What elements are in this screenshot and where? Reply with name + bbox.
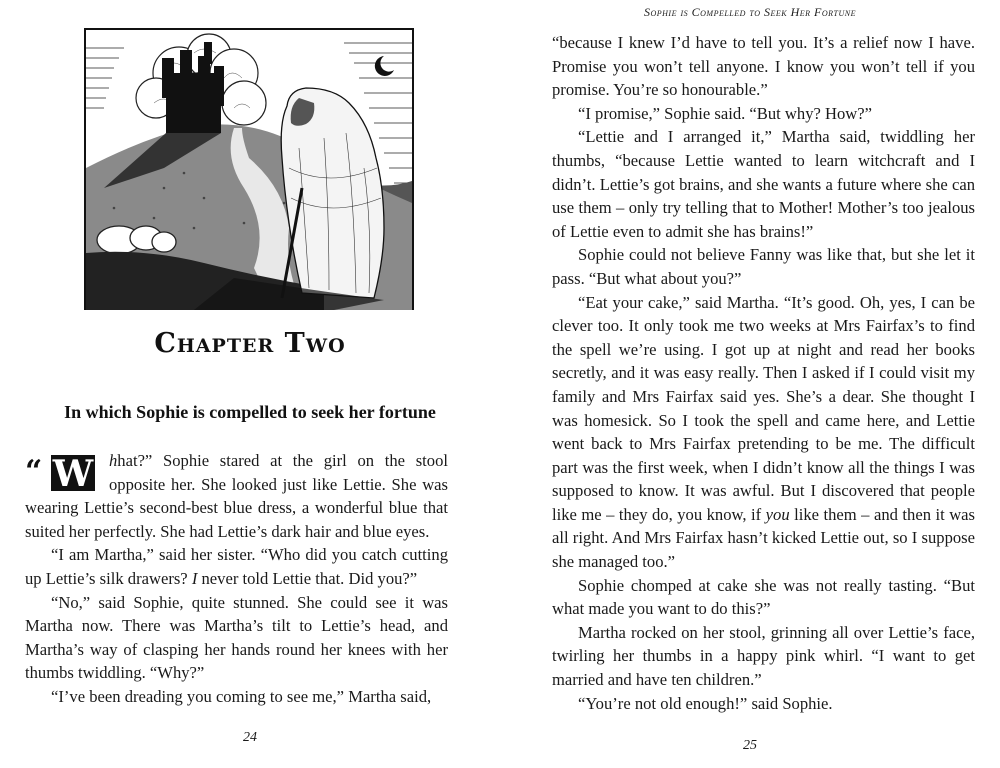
paragraph-text: hat?” Sophie stared at the girl on the stool opposite her. She looked just like Lettie. She was wearing Lettie’s second-best blue dress, a wonderful blue that suited her perfectly. She had Lettie’s dark hair and blue eyes. bbox=[25, 451, 448, 541]
chapter-title: Chapter Two bbox=[154, 328, 346, 359]
paragraph: Sophie could not believe Fanny was like that, but she let it pass. “But what about you?” bbox=[552, 245, 975, 288]
castle-hill-illustration bbox=[84, 28, 414, 310]
paragraph-text: like them – and then it was all right. And Mrs Fairfax hasn’t kicked Lettie out, so I suppose she managed too.” bbox=[552, 504, 975, 572]
paragraph-text: “Eat your cake,” said Martha. “It’s good. Oh, yes, I can be clever too. It only took me two weeks at Mrs Fairfax’s to find the spell we’re using. I got up at night and read her books secretly, and it was easy really. Then I asked if I could visit my family and Mrs Fairfax said yes. She’s a dear. She thought I was homesick. So I took the spell and came here, and Lettie went back to Mrs Fairfax pretending to be me. The difficult part was the first week, when I didn’t know all the things I was supposed to know. It was awful. But I discovered that people like me – they do, you know, if bbox=[552, 292, 975, 524]
paragraph: “Lettie and I arranged it,” Martha said, twiddling her thumbs, “because Lettie wanted to learn witchcraft and I didn’t. Lettie’s got brains, and she wants a future where she can use them – only try telling that to Mother! Mother’s too jealous of Lettie even to admit she has brains!” bbox=[552, 127, 975, 241]
left-page-text bbox=[25, 449, 448, 709]
dropcap-continuation: h bbox=[109, 451, 118, 470]
paragraph: Martha rocked on her stool, grinning all over Lettie’s face, twirling her thumbs in a happy pink whirl. “I want to get married and have ten children.” bbox=[552, 622, 975, 690]
paragraph-text: never told Lettie that. Did you?” bbox=[197, 568, 418, 588]
page-number-right: 25 bbox=[743, 738, 757, 753]
dropcap bbox=[25, 453, 105, 493]
paragraph bbox=[552, 291, 975, 574]
paragraph-text: “I am Martha,” said her sister. “Who did you catch cutting up Lettie’s silk drawers? bbox=[25, 545, 448, 588]
paragraph bbox=[25, 449, 448, 543]
dropcap-quote: “ bbox=[25, 454, 43, 489]
paragraph: “I’ve been dreading you coming to see me,” Martha said, bbox=[51, 686, 432, 706]
paragraph: “No,” said Sophie, quite stunned. She could see it was Martha now. There was Martha’s tilt to Lettie’s head, and Martha’s way of clasping her hands round her knees with her thumbs twiddling. “Why?” bbox=[25, 592, 448, 683]
page-number-left: 24 bbox=[243, 730, 257, 745]
emphasis-text: you bbox=[765, 504, 790, 524]
chapter-subtitle: In which Sophie is compelled to seek her fortune bbox=[64, 402, 436, 422]
right-page-text bbox=[552, 31, 975, 715]
running-head: Sophie is Compelled to Seek Her Fortune bbox=[643, 5, 856, 19]
paragraph: “I promise,” Sophie said. “But why? How?” bbox=[578, 103, 873, 123]
paragraph: Sophie chomped at cake she was not really tasting. “But what made you want to do this?” bbox=[552, 575, 975, 619]
paragraph bbox=[25, 543, 448, 590]
paragraph: “You’re not old enough!” said Sophie. bbox=[578, 693, 833, 713]
emphasis-text: I bbox=[191, 568, 198, 588]
dropcap-letter: W bbox=[52, 453, 94, 493]
dropcap-w-ornament bbox=[25, 453, 105, 493]
paragraph: “because I knew I’d have to tell you. It’s a relief now I have. Promise you won’t tell anyone. I know you won’t tell if you promise. You’re so honourable.” bbox=[552, 33, 975, 100]
right-page bbox=[500, 0, 1000, 768]
